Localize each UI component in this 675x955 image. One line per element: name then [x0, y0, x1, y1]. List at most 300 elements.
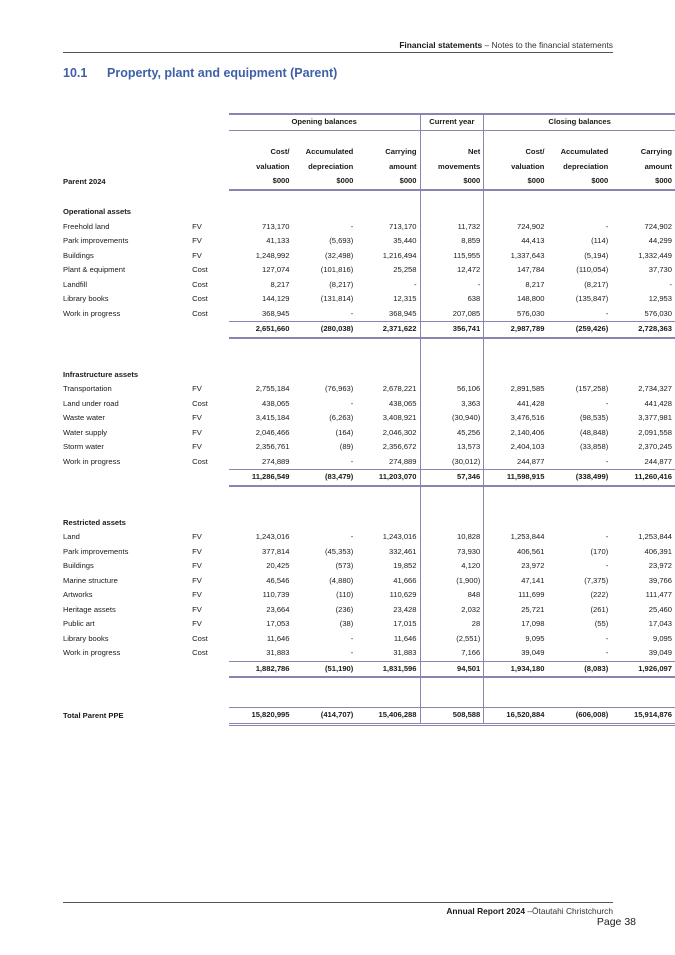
valuation-basis: FV [192, 427, 202, 437]
spacer-cell [63, 353, 192, 368]
value-cell: (5,194) [584, 250, 609, 260]
value-cell: (8,217) [329, 279, 354, 289]
blank-cell [192, 470, 229, 486]
value-cell: 3,476,516 [484, 411, 548, 426]
subtotal-row [63, 322, 675, 338]
spacer-cell [63, 130, 192, 145]
value-cell: 17,015 [393, 619, 417, 628]
value-cell: (89) [339, 442, 354, 451]
blank-cell [611, 368, 675, 383]
spacer-cell [420, 486, 484, 502]
asset-label: Waste water [63, 413, 105, 422]
running-footer [63, 906, 613, 916]
value-cell: 115,955 [420, 249, 484, 264]
value-cell: 2,678,221 [382, 384, 417, 393]
asset-label: Storm water [63, 442, 104, 451]
value-cell: 3,377,981 [638, 413, 672, 422]
valuation-basis: FV [192, 590, 202, 599]
value-cell: (33,858) [579, 442, 609, 451]
blank-cell [356, 516, 420, 531]
table-row [63, 632, 675, 647]
spacer-cell [547, 486, 611, 502]
blank-cell [484, 516, 548, 531]
spacer-cell [63, 486, 192, 502]
value-cell: 19,852 [393, 561, 417, 570]
value-cell: (110,054) [576, 265, 609, 274]
spacer-cell [484, 693, 548, 708]
spacer-cell [293, 190, 357, 206]
value-cell: 111,477 [645, 590, 672, 599]
spacer-cell [547, 338, 611, 354]
spacer-cell [293, 130, 357, 145]
subtotal-value: 2,987,789 [484, 322, 548, 338]
value-cell: 2,755,184 [255, 384, 290, 393]
value-cell: 1,216,494 [382, 250, 417, 260]
spacer-cell [293, 501, 357, 516]
spacer-cell [229, 130, 293, 145]
value-cell: 441,428 [484, 397, 548, 412]
spacer-cell [229, 338, 293, 354]
subtotal-value: 57,346 [420, 470, 484, 486]
spacer-cell [484, 190, 548, 206]
spacer-cell [293, 677, 357, 693]
spacer-cell [192, 501, 229, 516]
spacer-cell [611, 501, 675, 516]
value-cell: 2,140,406 [484, 426, 548, 441]
value-cell: 713,170 [389, 221, 417, 231]
total-row [63, 708, 675, 725]
section-heading-row [63, 516, 675, 531]
group-header-row [63, 114, 675, 130]
subtotal-value: 94,501 [420, 661, 484, 677]
blank-cell [63, 114, 229, 130]
spacer-cell [484, 353, 548, 368]
value-cell: (2,551) [420, 632, 484, 647]
value-cell: 56,106 [420, 382, 484, 397]
header-section: Financial statements [399, 40, 483, 50]
valuation-basis: FV [192, 384, 202, 393]
spacer-cell [547, 190, 611, 206]
value-cell: 4,120 [420, 559, 484, 574]
blank-cell [547, 516, 611, 531]
value-cell: (4,880) [329, 575, 354, 585]
value-cell: 73,930 [420, 545, 484, 560]
value-cell: 39,049 [648, 648, 672, 657]
spacer-cell [293, 693, 357, 708]
value-cell: - [605, 221, 609, 231]
unit-label: $000 [611, 174, 675, 190]
asset-label: Park improvements [63, 546, 129, 556]
value-cell: (5,693) [329, 236, 354, 245]
value-cell: 406,561 [484, 545, 548, 560]
valuation-basis: FV [192, 236, 202, 245]
value-cell: 25,460 [648, 604, 672, 614]
subtotal-value: 1,882,786 [229, 661, 293, 677]
value-cell: 9,095 [484, 632, 548, 647]
spacer-cell [229, 486, 293, 502]
spacer-cell [63, 501, 192, 516]
spacer-cell [356, 501, 420, 516]
value-cell: 576,030 [484, 307, 548, 322]
value-cell: 148,800 [484, 292, 548, 307]
value-cell: - [350, 456, 354, 466]
spacer-cell [611, 190, 675, 206]
spacer-cell [611, 677, 675, 693]
column-header-row [63, 160, 675, 175]
table-row [63, 440, 675, 455]
value-cell: 35,440 [393, 236, 417, 245]
spacer-cell [192, 486, 229, 502]
section-heading: Operational assets [63, 207, 131, 216]
blank-cell [63, 145, 192, 160]
table-row [63, 263, 675, 278]
blank-cell [547, 368, 611, 383]
value-cell: 244,877 [484, 455, 548, 470]
spacer-cell [229, 693, 293, 708]
value-cell: - [669, 279, 672, 289]
table-row [63, 574, 675, 589]
total-value: 15,820,995 [229, 708, 293, 725]
section-heading: Restricted assets [63, 517, 126, 527]
subtotal-value: (8,083) [547, 661, 611, 677]
units-row [63, 174, 675, 190]
subtotal-value: 356,741 [420, 322, 484, 338]
blank-cell [192, 145, 229, 160]
spacer-cell [356, 693, 420, 708]
value-cell: 1,253,844 [484, 530, 548, 545]
header-divider [63, 52, 613, 53]
value-cell: 25,258 [393, 265, 417, 274]
value-cell: 23,972 [484, 559, 548, 574]
spacer-cell [293, 338, 357, 354]
value-cell: (164) [335, 427, 354, 437]
value-cell: (135,847) [575, 294, 609, 303]
subtotal-value: (83,479) [293, 470, 357, 486]
value-cell: 45,256 [420, 426, 484, 441]
value-cell: 2,370,245 [638, 442, 672, 451]
column-header: Cost/ [484, 145, 548, 160]
value-cell: 20,425 [266, 561, 290, 570]
ppe-table [63, 113, 675, 726]
asset-label: Plant & equipment [63, 265, 126, 274]
value-cell: - [350, 648, 354, 657]
value-cell: - [350, 532, 354, 541]
value-cell: (6,263) [329, 413, 354, 422]
table-row [63, 278, 675, 293]
asset-label: Landfill [63, 279, 88, 289]
asset-label: Transportation [63, 384, 112, 393]
subtotal-value: 2,371,622 [356, 322, 420, 338]
subtotal-value: (338,499) [547, 470, 611, 486]
total-value: (606,008) [547, 708, 611, 725]
value-cell: 1,332,449 [638, 250, 672, 260]
value-cell: 8,217 [270, 279, 290, 289]
valuation-basis: FV [192, 442, 202, 451]
value-cell: 110,629 [389, 590, 417, 599]
total-value: 16,520,884 [484, 708, 548, 725]
column-header: Cost/ [270, 147, 290, 156]
value-cell: 147,784 [484, 263, 548, 278]
value-cell: 638 [420, 292, 484, 307]
blank-cell [63, 160, 192, 175]
row-label-header: Parent 2024 [63, 176, 106, 186]
blank-cell [293, 205, 357, 220]
value-cell: 47,141 [484, 574, 548, 589]
value-cell: - [413, 279, 417, 289]
section-title: Property, plant and equipment (Parent) [107, 66, 338, 80]
value-cell: (48,848) [579, 427, 609, 437]
column-header: amount [389, 161, 417, 171]
blank-cell [192, 708, 229, 725]
value-cell: 127,074 [262, 265, 290, 274]
column-header: valuation [484, 160, 548, 175]
value-cell: 39,049 [484, 646, 548, 661]
value-cell: 23,428 [393, 604, 417, 614]
value-cell: (114) [591, 236, 609, 245]
spacer-cell [420, 338, 484, 354]
value-cell: 12,953 [648, 294, 672, 303]
valuation-basis: Cost [192, 308, 208, 318]
valuation-basis: FV [192, 413, 202, 422]
value-cell: 41,133 [266, 236, 290, 245]
asset-label: Land under road [63, 398, 119, 408]
value-cell: 41,666 [393, 575, 417, 585]
value-cell: 274,889 [389, 456, 417, 466]
value-cell: - [350, 633, 354, 643]
value-cell: 8,859 [420, 234, 484, 249]
value-cell: - [605, 308, 609, 318]
value-cell: 274,889 [262, 456, 290, 466]
value-cell: 11,646 [266, 633, 290, 643]
value-cell: (55) [594, 619, 609, 628]
column-header: depreciation [308, 161, 354, 171]
value-cell: 44,299 [648, 236, 672, 245]
value-cell: 332,461 [389, 546, 417, 556]
spacer-cell [229, 353, 293, 368]
subtotal-value: 11,260,416 [611, 470, 675, 486]
spacer-cell [63, 677, 192, 693]
subtotal-row [63, 661, 675, 677]
spacer-cell [356, 353, 420, 368]
valuation-basis: FV [192, 619, 202, 628]
spacer-cell [356, 677, 420, 693]
value-cell: (30,940) [420, 411, 484, 426]
spacer-cell [420, 353, 484, 368]
asset-label: Public art [63, 619, 95, 628]
value-cell: 3,415,184 [255, 413, 290, 422]
value-cell: (38) [339, 619, 354, 628]
blank-cell [484, 368, 548, 383]
spacer-cell [547, 677, 611, 693]
column-header: Net [420, 145, 484, 160]
total-value: 508,588 [420, 708, 484, 725]
asset-label: Artworks [63, 590, 93, 599]
table-row [63, 603, 675, 618]
subtotal-row [63, 470, 675, 486]
value-cell: 368,945 [389, 308, 417, 318]
subtotal-value: (280,038) [293, 322, 357, 338]
valuation-basis: FV [192, 221, 202, 231]
value-cell: 2,356,761 [255, 442, 290, 451]
value-cell: - [350, 308, 354, 318]
spacer-cell [420, 501, 484, 516]
spacer-cell [484, 677, 548, 693]
value-cell: 377,814 [262, 546, 290, 556]
spacer-cell [547, 501, 611, 516]
value-cell: 12,315 [393, 294, 417, 303]
asset-label: Land [63, 532, 80, 541]
value-cell: (222) [590, 590, 609, 599]
value-cell: 111,699 [484, 588, 548, 603]
value-cell: 11,732 [420, 220, 484, 235]
spacer-row [63, 501, 675, 516]
value-cell: 368,945 [262, 308, 290, 318]
blank-cell [63, 661, 192, 677]
spacer-row [63, 130, 675, 145]
value-cell: 144,129 [262, 294, 290, 303]
value-cell: 2,356,672 [382, 442, 417, 451]
group-current-year: Current year [420, 114, 484, 130]
value-cell: 2,091,558 [638, 427, 672, 437]
spacer-cell [420, 693, 484, 708]
spacer-cell [547, 130, 611, 145]
spacer-cell [356, 190, 420, 206]
value-cell: 2,046,466 [255, 427, 290, 437]
valuation-basis: Cost [192, 648, 208, 658]
column-header: Carrying [385, 147, 417, 156]
spacer-cell [484, 486, 548, 502]
valuation-basis: FV [192, 604, 202, 614]
subtotal-value: 2,728,363 [611, 322, 675, 338]
footer-report: Annual Report 2024 [446, 906, 526, 916]
value-cell: (32,498) [325, 250, 354, 260]
value-cell: 3,408,921 [382, 413, 417, 422]
value-cell: - [605, 532, 609, 541]
blank-cell [420, 368, 484, 383]
spacer-cell [611, 338, 675, 354]
value-cell: 406,391 [644, 546, 672, 556]
table-row [63, 307, 675, 322]
table-row [63, 559, 675, 574]
value-cell: 2,734,327 [638, 384, 672, 393]
value-cell: - [605, 648, 609, 657]
value-cell: 17,053 [266, 619, 290, 628]
asset-label: Freehold land [63, 221, 110, 231]
blank-cell [192, 174, 229, 190]
valuation-basis: Cost [192, 265, 208, 274]
total-label: Total Parent PPE [63, 710, 124, 720]
spacer-cell [192, 130, 229, 145]
valuation-basis: FV [192, 561, 202, 570]
spacer-cell [611, 486, 675, 502]
spacer-cell [192, 677, 229, 693]
value-cell: (98,535) [579, 413, 609, 422]
asset-label: Work in progress [63, 456, 121, 466]
spacer-cell [63, 338, 192, 354]
valuation-basis: Cost [192, 294, 208, 303]
asset-label: Buildings [63, 561, 94, 570]
asset-label: Heritage assets [63, 604, 116, 614]
footer-divider [63, 902, 613, 903]
value-cell: (7,375) [584, 575, 609, 585]
value-cell: (157,258) [575, 384, 609, 393]
footer-place: –Ōtautahi Christchurch [525, 906, 613, 916]
spacer-cell [293, 486, 357, 502]
blank-cell [293, 516, 357, 531]
value-cell: 3,363 [420, 397, 484, 412]
spacer-cell [484, 130, 548, 145]
total-value: 15,406,288 [356, 708, 420, 725]
header-subsection: – Notes to the financial statements [482, 40, 613, 50]
spacer-cell [229, 190, 293, 206]
table-row [63, 397, 675, 412]
unit-label: $000 [229, 174, 293, 190]
value-cell: 110,739 [262, 590, 290, 599]
group-closing-balances: Closing balances [484, 114, 675, 130]
blank-cell [547, 205, 611, 220]
blank-cell [611, 205, 675, 220]
value-cell: (170) [590, 546, 609, 556]
asset-label: Park improvements [63, 236, 129, 245]
unit-label: $000 [420, 174, 484, 190]
subtotal-value: 1,831,596 [356, 661, 420, 677]
table-row [63, 588, 675, 603]
value-cell: 31,883 [393, 648, 417, 657]
spacer-cell [192, 338, 229, 354]
valuation-basis: FV [192, 250, 202, 260]
value-cell: 438,065 [389, 398, 417, 408]
asset-label: Marine structure [63, 575, 118, 585]
asset-label: Buildings [63, 250, 94, 260]
spacer-cell [547, 353, 611, 368]
valuation-basis: FV [192, 575, 202, 585]
blank-cell [192, 661, 229, 677]
spacer-cell [484, 338, 548, 354]
value-cell: 441,428 [644, 398, 672, 408]
unit-label: $000 [484, 174, 548, 190]
column-header: valuation [256, 161, 290, 171]
subtotal-value: 11,286,549 [229, 470, 293, 486]
spacer-row [63, 693, 675, 708]
table-row [63, 426, 675, 441]
spacer-row [63, 190, 675, 206]
section-number: 10.1 [63, 66, 88, 80]
value-cell: (110) [336, 590, 354, 599]
table-row [63, 234, 675, 249]
column-header: amount [644, 161, 672, 171]
value-cell: 724,902 [484, 220, 548, 235]
table-row [63, 382, 675, 397]
value-cell: 37,730 [648, 265, 672, 274]
value-cell: 724,902 [644, 221, 672, 231]
blank-cell [293, 368, 357, 383]
valuation-basis: Cost [192, 279, 208, 289]
spacer-cell [484, 501, 548, 516]
value-cell: 1,243,016 [382, 532, 417, 541]
value-cell: - [420, 278, 484, 293]
value-cell: 23,972 [648, 561, 672, 570]
blank-cell [484, 205, 548, 220]
value-cell: 8,217 [484, 278, 548, 293]
value-cell: - [605, 633, 609, 643]
valuation-basis: Cost [192, 633, 208, 643]
spacer-cell [356, 338, 420, 354]
table-row [63, 292, 675, 307]
spacer-cell [420, 190, 484, 206]
spacer-cell [293, 353, 357, 368]
subtotal-value: (51,190) [293, 661, 357, 677]
table-row [63, 617, 675, 632]
